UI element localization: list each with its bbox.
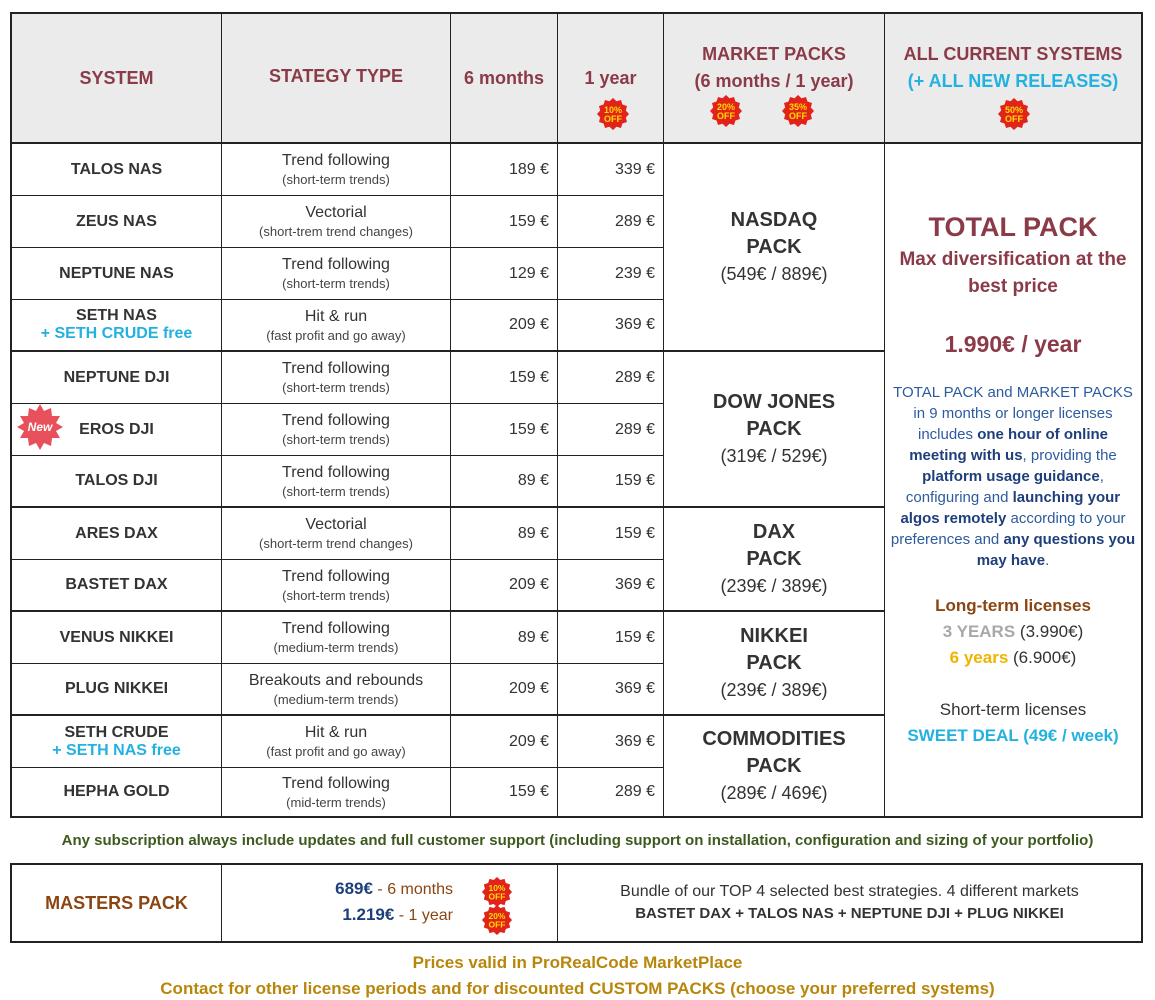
info-text: TOTAL PACK and MARKET PACKS in 9 months or longer licenses includes bbox=[893, 384, 1133, 443]
system-name: VENUS NIKKEI bbox=[59, 628, 174, 646]
license-3-years bbox=[885, 622, 1141, 642]
price-1-year: 369 € bbox=[558, 300, 664, 350]
strategy-type: Trend following bbox=[282, 620, 390, 637]
badge-percent: 50% bbox=[1004, 105, 1024, 115]
price-1-year: 289 € bbox=[558, 196, 664, 247]
info-highlight: platform usage guidance bbox=[922, 468, 1100, 485]
masters-price-1-year bbox=[342, 905, 453, 925]
system-name-cell bbox=[12, 196, 222, 247]
price-6-months: 209 € bbox=[451, 716, 558, 767]
free-bonus-label: + SETH NAS free bbox=[52, 741, 181, 759]
info-text: according to your preferences and bbox=[890, 510, 1126, 548]
masters-pack-prices bbox=[222, 865, 558, 941]
total-pack-subtitle-line2: best price bbox=[968, 276, 1058, 297]
system-name: TALOS DJI bbox=[75, 472, 158, 489]
system-name-cell bbox=[12, 144, 222, 195]
strategy-type: Trend following bbox=[282, 463, 390, 481]
price-1-year: 339 € bbox=[558, 144, 664, 195]
price-6-months: 209 € bbox=[451, 664, 558, 714]
price-6-months: 89 € bbox=[451, 612, 558, 663]
strategy-cell bbox=[222, 352, 451, 403]
price-1-year: 289 € bbox=[558, 768, 664, 816]
masters-price-1-period: - 1 year bbox=[394, 907, 453, 924]
strategy-type: Trend following bbox=[282, 256, 390, 273]
strategy-cell bbox=[222, 716, 451, 767]
system-name: NEPTUNE DJI bbox=[63, 368, 170, 386]
pack-name: DOW JONES bbox=[712, 390, 836, 413]
badge-off: OFF bbox=[717, 111, 735, 121]
strategy-detail: (short-term trends) bbox=[282, 172, 390, 187]
price-1-year: 159 € bbox=[558, 612, 664, 663]
pack-label: PACK bbox=[746, 235, 802, 258]
price-6-months: 209 € bbox=[451, 560, 558, 610]
price-1-year: 369 € bbox=[558, 716, 664, 767]
info-highlight: any questions you may have bbox=[976, 531, 1136, 569]
price-6-months: 89 € bbox=[451, 456, 558, 506]
total-pack-subtitle-line1: Max diversification at the bbox=[899, 249, 1127, 270]
header-all-systems-label: ALL CURRENT SYSTEMS bbox=[903, 44, 1123, 64]
nikkei-pack bbox=[664, 612, 885, 716]
badge-off: OFF bbox=[789, 111, 807, 121]
strategy-type: Hit & run bbox=[304, 307, 368, 325]
short-term-title: Short-term licenses bbox=[939, 700, 1087, 719]
system-row bbox=[12, 352, 664, 404]
license-6-years-label: 6 years bbox=[949, 648, 1009, 667]
price-6-months: 189 € bbox=[451, 144, 558, 195]
system-name-cell bbox=[12, 768, 222, 816]
strategy-detail: (fast profit and go away) bbox=[266, 744, 406, 759]
strategy-type: Breakouts and rebounds bbox=[248, 671, 424, 689]
strategy-detail: (short-term trends) bbox=[282, 483, 390, 499]
system-row bbox=[12, 456, 664, 508]
pack-price: (289€ / 469€) bbox=[720, 782, 828, 803]
commodities-pack bbox=[664, 716, 885, 816]
pack-label: PACK bbox=[746, 754, 802, 777]
strategy-detail: (short-trem trend changes) bbox=[259, 224, 413, 239]
total-pack-subtitle bbox=[885, 246, 1141, 300]
prices-valid-note: Prices valid in ProRealCode MarketPlace bbox=[412, 953, 743, 972]
system-row bbox=[12, 144, 664, 196]
info-highlight: launching your algos remotely bbox=[900, 489, 1121, 527]
header-system bbox=[12, 14, 222, 144]
license-6-years bbox=[885, 648, 1141, 668]
system-row bbox=[12, 664, 664, 716]
dax-pack bbox=[664, 508, 885, 612]
strategy-cell bbox=[222, 144, 451, 195]
strategy-type: Vectorial bbox=[305, 516, 367, 533]
strategy-cell bbox=[222, 248, 451, 299]
price-6-months: 159 € bbox=[451, 196, 558, 247]
header-market-packs-label: MARKET PACKS bbox=[702, 44, 846, 64]
system-name-cell bbox=[12, 716, 222, 767]
pack-name: DAX bbox=[752, 520, 796, 543]
strategy-type: Trend following bbox=[282, 774, 390, 792]
discount-50-badge-icon bbox=[997, 97, 1031, 131]
system-name-cell bbox=[12, 664, 222, 714]
system-name: SETH NAS bbox=[76, 307, 157, 324]
total-pack-price: 1.990€ / year bbox=[944, 331, 1082, 357]
system-name: EROS DJI bbox=[79, 420, 154, 438]
long-term-title: Long-term licenses bbox=[935, 596, 1091, 615]
total-pack-title: TOTAL PACK bbox=[928, 212, 1098, 242]
strategy-detail: (short-term trends) bbox=[282, 432, 390, 447]
system-name-cell bbox=[12, 560, 222, 610]
info-text: , configuring and bbox=[905, 468, 1104, 506]
support-note: Any subscription always include updates and full customer support (including support on installation, configuration and sizing of your portfolio) bbox=[61, 832, 1094, 849]
strategy-cell bbox=[222, 404, 451, 455]
strategy-type: Hit & run bbox=[304, 724, 368, 741]
system-name-cell bbox=[12, 300, 222, 350]
strategy-detail: (short-term trends) bbox=[282, 587, 390, 603]
price-1-year: 159 € bbox=[558, 508, 664, 559]
system-name: TALOS NAS bbox=[70, 160, 163, 178]
header-6-months-label: 6 months bbox=[463, 67, 544, 88]
price-6-months: 159 € bbox=[451, 404, 558, 455]
masters-pack-title: MASTERS PACK bbox=[12, 865, 222, 941]
system-row bbox=[12, 196, 664, 248]
strategy-cell bbox=[222, 300, 451, 350]
strategy-cell bbox=[222, 664, 451, 714]
system-name: NEPTUNE NAS bbox=[59, 264, 174, 282]
price-6-months: 209 € bbox=[451, 300, 558, 350]
masters-pack bbox=[10, 863, 1143, 943]
new-badge-label: New bbox=[27, 420, 53, 434]
strategy-cell bbox=[222, 196, 451, 247]
system-name-cell bbox=[12, 456, 222, 506]
strategy-type: Trend following bbox=[282, 152, 390, 169]
pack-price: (319€ / 529€) bbox=[720, 445, 828, 466]
discount-35-badge-icon bbox=[781, 94, 815, 128]
price-1-year: 289 € bbox=[558, 352, 664, 403]
system-row bbox=[12, 768, 664, 816]
pack-price: (239€ / 389€) bbox=[720, 679, 828, 700]
pack-label: PACK bbox=[746, 547, 802, 570]
new-badge-icon bbox=[16, 403, 64, 451]
system-name: ARES DAX bbox=[75, 524, 158, 542]
strategy-detail: (short-term trends) bbox=[282, 276, 390, 291]
total-pack bbox=[885, 144, 1141, 816]
pack-price: (239€ / 389€) bbox=[720, 575, 828, 596]
system-name: HEPHA GOLD bbox=[63, 783, 170, 800]
system-row bbox=[12, 612, 664, 664]
price-1-year: 369 € bbox=[558, 664, 664, 714]
header-market-packs-sub: (6 months / 1 year) bbox=[694, 71, 854, 91]
price-6-months: 129 € bbox=[451, 248, 558, 299]
strategy-cell bbox=[222, 456, 451, 506]
price-1-year: 239 € bbox=[558, 248, 664, 299]
license-3-years-label: 3 YEARS bbox=[942, 622, 1016, 641]
contact-note: Contact for other license periods and for discounted CUSTOM PACKS (choose your preferred systems) bbox=[160, 979, 995, 998]
pricing-table bbox=[10, 12, 1143, 818]
strategy-detail: (medium-term trends) bbox=[273, 691, 399, 707]
masters-desc-line1: Bundle of our TOP 4 selected best strategies. 4 different markets bbox=[620, 883, 1079, 900]
system-name-cell bbox=[12, 248, 222, 299]
masters-price-1-amount: 1.219€ bbox=[342, 905, 395, 924]
free-bonus-label: + SETH CRUDE free bbox=[40, 325, 193, 342]
nasdaq-pack bbox=[664, 144, 885, 352]
system-row bbox=[12, 300, 664, 352]
system-name: ZEUS NAS bbox=[76, 212, 157, 230]
license-6-years-price: (6.900€) bbox=[1013, 648, 1077, 667]
badge-off: OFF bbox=[1005, 114, 1023, 124]
system-name: BASTET DAX bbox=[65, 576, 168, 593]
header-all-systems-sub: (+ ALL NEW RELEASES) bbox=[907, 71, 1119, 91]
badge-off: OFF bbox=[488, 891, 506, 902]
badge-off: OFF bbox=[488, 919, 506, 930]
pack-price: (549€ / 889€) bbox=[720, 263, 828, 284]
strategy-detail: (short-term trend changes) bbox=[259, 536, 413, 551]
system-name: PLUG NIKKEI bbox=[64, 680, 169, 697]
system-row bbox=[12, 716, 664, 768]
total-pack-info bbox=[885, 382, 1141, 571]
info-text: . bbox=[1045, 552, 1050, 569]
discount-20-badge-icon bbox=[709, 94, 743, 128]
strategy-cell bbox=[222, 508, 451, 559]
masters-discount-20-badge-icon bbox=[481, 904, 513, 936]
header-6-months bbox=[451, 14, 558, 144]
system-name-cell bbox=[12, 508, 222, 559]
system-name-cell bbox=[12, 612, 222, 663]
system-name-cell bbox=[12, 352, 222, 403]
strategy-type: Trend following bbox=[282, 567, 390, 585]
pack-name: NIKKEI bbox=[740, 624, 808, 647]
masters-price-6-months bbox=[335, 879, 453, 899]
price-6-months: 159 € bbox=[451, 352, 558, 403]
badge-percent: 20% bbox=[716, 102, 736, 112]
header-system-label: SYSTEM bbox=[79, 67, 154, 88]
strategy-cell bbox=[222, 612, 451, 663]
strategy-cell bbox=[222, 768, 451, 816]
price-6-months: 159 € bbox=[451, 768, 558, 816]
sweet-deal: SWEET DEAL (49€ / week) bbox=[907, 726, 1119, 745]
badge-off: OFF bbox=[604, 114, 622, 124]
pack-label: PACK bbox=[746, 651, 802, 674]
header-strategy-label: STATEGY TYPE bbox=[268, 65, 404, 86]
badge-percent: 35% bbox=[788, 102, 808, 112]
strategy-cell bbox=[222, 560, 451, 610]
system-row bbox=[12, 560, 664, 612]
system-row bbox=[12, 404, 664, 456]
license-3-years-price: (3.990€) bbox=[1019, 622, 1084, 641]
strategy-detail: (medium-term trends) bbox=[273, 640, 399, 655]
strategy-detail: (short-term trends) bbox=[282, 380, 390, 395]
badge-percent: 10% bbox=[603, 105, 623, 115]
badge-percent: 20% bbox=[488, 911, 506, 922]
strategy-detail: (mid-term trends) bbox=[286, 794, 386, 810]
masters-price-6-period: - 6 months bbox=[372, 881, 453, 898]
dow-jones-pack bbox=[664, 352, 885, 508]
pack-name: NASDAQ bbox=[730, 208, 818, 231]
system-name: SETH CRUDE bbox=[64, 723, 169, 741]
pack-label: PACK bbox=[746, 417, 802, 440]
system-row bbox=[12, 248, 664, 300]
masters-price-6-amount: 689€ bbox=[335, 879, 373, 898]
header-market-packs bbox=[664, 14, 885, 144]
price-6-months: 89 € bbox=[451, 508, 558, 559]
masters-pack-description bbox=[558, 865, 1141, 941]
price-1-year: 289 € bbox=[558, 404, 664, 455]
info-text: , providing the bbox=[1022, 447, 1117, 464]
price-1-year: 369 € bbox=[558, 560, 664, 610]
strategy-type: Trend following bbox=[282, 360, 390, 377]
badge-percent: 10% bbox=[488, 883, 506, 894]
info-highlight: one hour of online meeting with us bbox=[909, 426, 1109, 464]
discount-10-badge-icon bbox=[596, 97, 630, 131]
strategy-type: Vectorial bbox=[305, 204, 367, 221]
strategy-type: Trend following bbox=[282, 412, 390, 429]
header-strategy bbox=[222, 14, 451, 144]
system-row bbox=[12, 508, 664, 560]
strategy-detail: (fast profit and go away) bbox=[266, 327, 406, 343]
header-1-year-label: 1 year bbox=[584, 67, 637, 88]
pack-name: COMMODITIES bbox=[702, 727, 846, 750]
price-1-year: 159 € bbox=[558, 456, 664, 506]
masters-desc-line2: BASTET DAX + TALOS NAS + NEPTUNE DJI + PLUG NIKKEI bbox=[635, 905, 1064, 922]
